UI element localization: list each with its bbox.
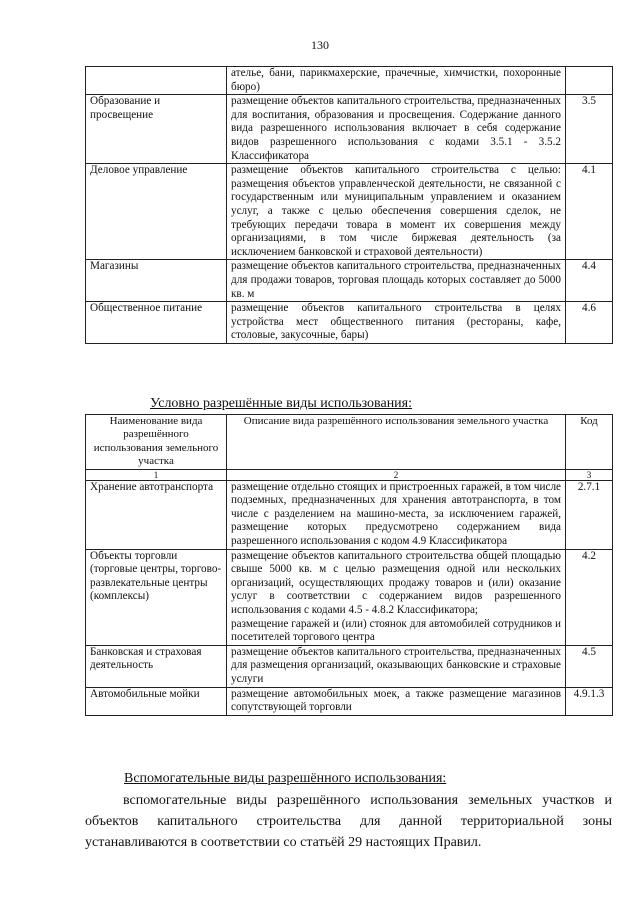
use-name-cell: Образование и просвещение bbox=[86, 95, 227, 164]
use-description-cell bbox=[227, 480, 566, 549]
table-row bbox=[86, 480, 613, 549]
use-description-text: ателье, бани, парикмахерские, прачечные, химчистки, похоронные бюро) bbox=[231, 67, 561, 93]
use-code-cell: 4.6 bbox=[566, 302, 613, 344]
use-name-cell: Банковская и страховая деятельность bbox=[86, 645, 227, 687]
use-name-cell: Магазины bbox=[86, 260, 227, 302]
use-name-cell: Объекты торговли (торговые центры, торгово-развлекательные центры (комплексы) bbox=[86, 549, 227, 645]
use-description-cell bbox=[227, 164, 566, 260]
use-description-cell bbox=[227, 549, 566, 645]
use-code-cell: 2.7.1 bbox=[566, 480, 613, 549]
use-name-cell: Деловое управление bbox=[86, 164, 227, 260]
use-description-text: размещение объектов капитального строительства в целях устройства мест общественного питания (рестораны, кафе, столовые, закусочные, бары) bbox=[231, 302, 561, 342]
use-description-cell bbox=[227, 95, 566, 164]
use-description-text: размещение объектов капитального строительства, предназначенных для продажи товаров, торговая площадь которых составляет до 5000 кв. м bbox=[231, 260, 561, 300]
conditional-uses-table bbox=[85, 414, 613, 716]
use-code-cell: 4.1 bbox=[566, 164, 613, 260]
table-row bbox=[86, 687, 613, 715]
use-code-cell: 4.9.1.3 bbox=[566, 687, 613, 715]
use-description-text: размещение объектов капитального строительства с целью: размещения объектов управленческой деятельности, не связанной с государственным или муниципальным управлением и оказанием услуг, а также с целью обеспечения совершения сделок, не требующих передачи товара в момент их совершения между организациями, в том числе биржевая деятельность (за исключением банковской и страховой деятельности) bbox=[231, 164, 561, 258]
table-row bbox=[86, 302, 613, 344]
use-code-cell: 4.2 bbox=[566, 549, 613, 645]
use-description-cell bbox=[227, 687, 566, 715]
use-code-cell: 3.5 bbox=[566, 95, 613, 164]
table-row bbox=[86, 67, 613, 95]
use-name-cell bbox=[86, 67, 227, 95]
header-name: Наименование вида разрешённого использования земельного участка bbox=[86, 415, 227, 470]
column-number-3: 3 bbox=[566, 469, 613, 480]
permitted-uses-table bbox=[85, 66, 613, 344]
page-number: 130 bbox=[311, 38, 329, 52]
header-code: Код bbox=[566, 415, 613, 470]
use-name-cell: Хранение автотранспорта bbox=[86, 480, 227, 549]
use-description-cell bbox=[227, 302, 566, 344]
use-description-text: размещение объектов капитального строительства, предназначенных для воспитания, образования и просвещения. Содержание данного вида разрешенного использования включает в себя содержание видов разрешенного использования с кодами 3.5.1 - 3.5.2 Классификатора bbox=[231, 95, 561, 162]
conditional-uses-title: Условно разрешённые виды использования: bbox=[150, 396, 413, 411]
use-description-text: размещение объектов капитального строительства, предназначенных для размещения организаций, оказывающих банковские и страховые услуги bbox=[231, 645, 561, 685]
table-row bbox=[86, 164, 613, 260]
use-description-text: размещение автомобильных моек, а также размещение магазинов сопутствующей торговли bbox=[231, 687, 561, 714]
table-row bbox=[86, 549, 613, 645]
column-number-row bbox=[86, 469, 613, 480]
table-row bbox=[86, 95, 613, 164]
table-row bbox=[86, 260, 613, 302]
use-description-text: размещение отдельно стоящих и пристроенных гаражей, в том числе подземных, предназначенных для хранения автотранспорта, в том числе с разделением на машино-места, за исключением гаражей, размещение которых предусмотрено содержанием вида разрешенного использования с кодом 4.9 Классификатора bbox=[231, 480, 561, 547]
use-name-cell: Общественное питание bbox=[86, 302, 227, 344]
use-code-cell: 4.4 bbox=[566, 260, 613, 302]
use-description-extra: размещение гаражей и (или) стоянок для автомобилей сотрудников и посетителей торгового центра bbox=[231, 617, 561, 644]
table-row bbox=[86, 645, 613, 687]
use-description-cell bbox=[227, 67, 566, 95]
auxiliary-uses-title: Вспомогательные виды разрешённого использования: bbox=[124, 771, 447, 786]
auxiliary-uses-text: вспомогательные виды разрешённого использования земельных участков и объектов капитального строительства для данной территориальной зоны устанавливаются в соответствии со статьёй 29 настоящих Правил. bbox=[85, 793, 612, 850]
use-description-text: размещение объектов капитального строительства общей площадью свыше 5000 кв. м с целью размещения одной или нескольких организаций, осуществляющих продажу товаров и (или) оказание услуг в соответствии с содержанием видов разрешенного использования с кодами 4.5 - 4.8.2 Классификатора; bbox=[231, 549, 561, 616]
use-description-cell bbox=[227, 645, 566, 687]
use-name-cell: Автомобильные мойки bbox=[86, 687, 227, 715]
use-code-cell bbox=[566, 67, 613, 95]
table-header-row bbox=[86, 415, 613, 470]
use-code-cell: 4.5 bbox=[566, 645, 613, 687]
use-description-cell bbox=[227, 260, 566, 302]
column-number-1: 1 bbox=[86, 469, 227, 480]
column-number-2: 2 bbox=[227, 469, 566, 480]
header-description: Описание вида разрешённого использования земельного участка bbox=[227, 415, 566, 470]
